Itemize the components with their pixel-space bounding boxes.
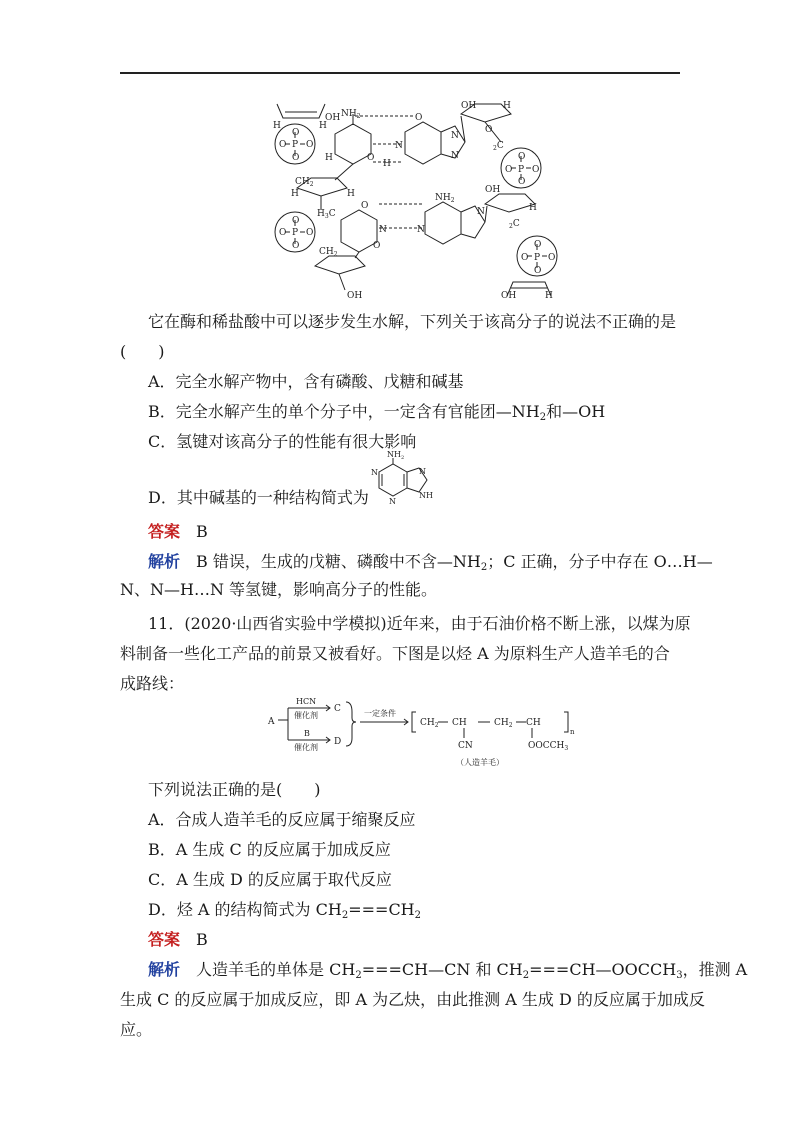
svg-text:N: N [379,225,387,235]
svg-text:P: P [292,140,299,150]
svg-text:H: H [347,189,355,199]
svg-text:H: H [383,159,391,169]
q11-answer: 答案 B [148,930,208,949]
svg-text:N: N [451,151,459,161]
svg-text:OH: OH [485,185,501,195]
svg-text:O: O [292,216,300,226]
header-rule [120,72,680,74]
svg-text:CH: CH [526,718,541,728]
svg-text:2C: $_2$C [493,141,504,152]
svg-text:O: O [534,266,542,276]
svg-text:O: O [534,240,542,250]
q11-analysis-line3: 应。 [120,1020,153,1039]
svg-text:O: O [292,241,300,251]
svg-text:OH: OH [461,101,477,111]
svg-text:H: H [545,291,553,300]
svg-text:CH2: $CH_2$ [494,718,513,729]
q10-option-b: B．完全水解产生的单个分子中，一定含有官能团$—NH_2$和—OH [148,402,606,423]
svg-text:N: N [389,497,396,506]
svg-text:CH: CH [452,718,467,728]
svg-text:O: O [367,153,375,163]
q10-answer-blank: ( ) [120,342,165,361]
svg-text:O: O [292,153,300,163]
q10-option-a: A．完全水解产物中，含有磷酸、戊糖和碱基 [148,372,464,391]
q10-analysis-line2: N、N—H…N 等氢键，影响高分子的性能。 [120,580,438,599]
q10-stem: 它在酶和稀盐酸中可以逐步发生水解，下列关于该高分子的说法不正确的是 [148,312,677,331]
svg-text:D: D [334,737,342,747]
svg-text:H: H [273,121,281,131]
svg-text:O: O [373,241,381,251]
svg-text:O: O [361,201,369,211]
svg-text:O: O [279,140,287,150]
q11-option-b: B．A 生成 C 的反应属于加成反应 [148,840,391,859]
svg-text:NH2: $NH_2$ [387,450,405,461]
q11-stem-line1: 11．(2020·山西省实验中学模拟)近年来，由于石油价格不断上涨，以煤为原 [148,614,691,633]
svg-text:B: B [304,729,310,738]
svg-text:O: O [306,140,314,150]
svg-text:O: O [279,228,287,238]
svg-text:O: O [306,228,314,238]
q11-analysis-line2: 生成 C 的反应属于加成反应，即 A 为乙炔，由此推测 A 生成 D 的反应属于加成反 [120,990,705,1009]
svg-text:O: O [548,253,556,263]
q10-answer: 答案 B [148,522,208,541]
svg-text:C: C [334,704,341,714]
dna-structure-figure [255,92,585,300]
svg-text:NH: NH [419,491,433,500]
synthesis-scheme [260,694,580,770]
q11-option-d: D．烃 A 的结构简式为 $CH_2===CH_2$ [148,900,422,921]
svg-text:H3C: $H_3C$ [317,209,336,220]
svg-text:A: A [268,717,275,727]
q11-stem-line3: 成路线： [120,674,185,693]
svg-text:H: H [319,121,327,131]
svg-text:N: N [451,131,459,141]
svg-text:N: N [395,141,403,151]
svg-text:OH: OH [347,291,363,300]
svg-text:O: O [485,125,493,135]
svg-text:O: O [415,113,423,123]
svg-text:O: O [292,128,300,138]
svg-text:P: P [518,165,525,175]
svg-text:H: H [325,153,333,163]
svg-text:P: P [292,228,299,238]
svg-text:OOCCH3: $OOCCH_3$ [528,741,569,752]
svg-text:H: H [503,101,511,111]
svg-text:OH: OH [325,113,341,123]
svg-text:n: n [570,728,575,736]
svg-text:O: O [518,177,526,187]
q10-analysis-line1: 解析 B 错误，生成的戊糖、磷酸中不含$—NH_2$；C 正确，分子中存在 O…H— [148,552,713,573]
svg-text:N: N [417,225,425,235]
svg-text:N: N [419,467,426,476]
adenine-structure [365,450,435,506]
svg-text:NH2: $NH_2$ [341,109,361,120]
q10-option-c: C．氢键对该高分子的性能有很大影响 [148,432,417,451]
svg-text:催化剂: 催化剂 [294,743,318,752]
svg-text:O: O [532,165,540,175]
svg-text:催化剂: 催化剂 [294,711,318,720]
svg-text:CH2: $CH_2$ [295,177,314,188]
svg-text:CH2: $CH_2$ [319,247,338,258]
svg-text:NH2: $NH_2$ [435,193,455,204]
svg-text:HCN: HCN [296,697,317,706]
q11-stem-line2: 料制备一些化工产品的前景又被看好。下图是以烃 A 为原料生产人造羊毛的合 [120,644,670,663]
svg-text:H: H [291,189,299,199]
q11-option-c: C．A 生成 D 的反应属于取代反应 [148,870,392,889]
svg-text:N: N [371,468,378,477]
q11-option-a: A．合成人造羊毛的反应属于缩聚反应 [148,810,416,829]
svg-text:（人造羊毛）: （人造羊毛） [456,758,504,767]
q11-analysis-line1: 解析 人造羊毛的单体是 $CH_2===CH—CN$ 和 $CH_2===CH—OOCCH_3$，推测 A [148,960,748,981]
q10-option-d: D．其中碱基的一种结构简式为 [148,488,369,507]
svg-text:2C: $_2$C [509,219,520,230]
svg-text:一定条件: 一定条件 [364,709,396,718]
svg-text:CN: CN [458,741,473,751]
svg-text:O: O [521,253,529,263]
svg-text:CH2: $CH_2$ [420,718,439,729]
svg-text:N: N [477,207,485,217]
svg-text:O: O [518,152,526,162]
svg-text:OH: OH [501,291,517,300]
svg-text:P: P [534,253,541,263]
q11-prompt: 下列说法正确的是( ) [148,780,321,799]
svg-text:H: H [529,203,537,213]
svg-text:O: O [505,165,513,175]
